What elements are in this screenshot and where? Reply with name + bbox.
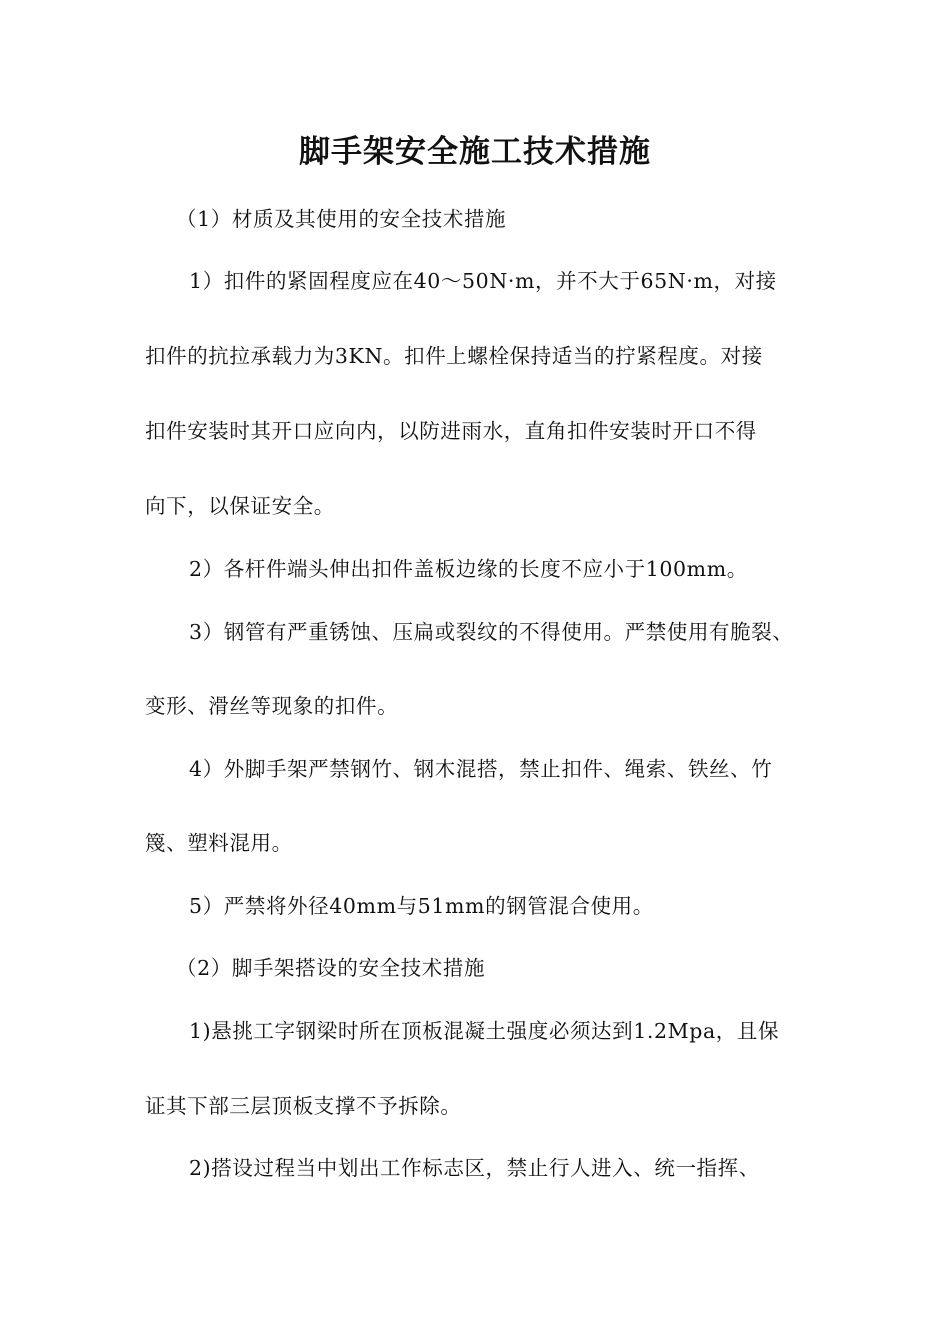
paragraph-line: 扣件的抗拉承载力为3KN。扣件上螺栓保持适当的拧紧程度。对接 bbox=[145, 344, 763, 368]
paragraph-line: 4）外脚手架严禁钢竹、钢木混搭，禁止扣件、绳索、铁丝、竹 bbox=[189, 757, 773, 781]
paragraph-line: 1）扣件的紧固程度应在40～50N·m，并不大于65N·m，对接 bbox=[189, 269, 777, 293]
paragraph-line: 2）各杆件端头伸出扣件盖板边缘的长度不应小于100mm。 bbox=[189, 557, 748, 581]
paragraph-line: 篾、塑料混用。 bbox=[145, 831, 293, 855]
paragraph-line: 3）钢管有严重锈蚀、压扁或裂纹的不得使用。严禁使用有脆裂、 bbox=[189, 620, 794, 644]
section-heading-1: （1）材质及其使用的安全技术措施 bbox=[176, 207, 507, 231]
paragraph-line: 证其下部三层顶板支撑不予拆除。 bbox=[145, 1094, 462, 1118]
paragraph-line: 变形、滑丝等现象的扣件。 bbox=[145, 694, 399, 718]
paragraph-line: 2)搭设过程当中划出工作标志区，禁止行人进入、统一指挥、 bbox=[189, 1156, 760, 1180]
document-title: 脚手架安全施工技术措施 bbox=[299, 134, 651, 170]
paragraph-line: 扣件安装时其开口应向内，以防进雨水，直角扣件安装时开口不得 bbox=[145, 419, 757, 443]
paragraph-line: 5）严禁将外径40mm与51mm的钢管混合使用。 bbox=[189, 894, 654, 918]
section-heading-2: （2）脚手架搭设的安全技术措施 bbox=[176, 956, 486, 980]
paragraph-line: 向下，以保证安全。 bbox=[145, 494, 335, 518]
paragraph-line: 1)悬挑工字钢梁时所在顶板混凝土强度必须达到1.2Mpa，且保 bbox=[189, 1019, 780, 1043]
